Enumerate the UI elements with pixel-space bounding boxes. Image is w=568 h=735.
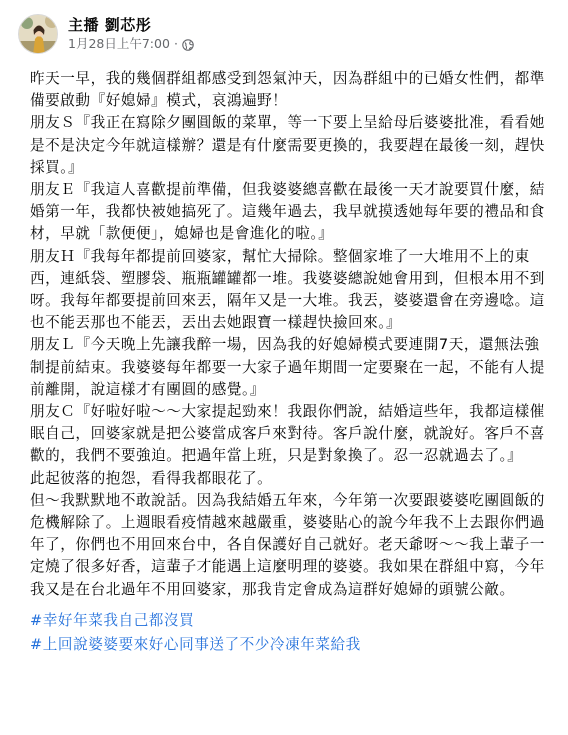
author-name[interactable]: 主播 劉芯彤 [68, 16, 152, 34]
meta-separator: · [173, 36, 178, 51]
post-paragraph: 朋友Ｌ『今天晚上先讓我醉一場，因為我的好媳婦模式要連開7天，還無法強制提前結束。我婆婆每年都要一大家子過年期間一定要聚在一起，不能有人提前離開，說這樣才有團圓的感覺。』 [30, 336, 545, 398]
post-paragraph: 朋友Ｈ『我每年都提前回婆家，幫忙大掃除。整個家堆了一大堆用不上的東西，連紙袋、塑膠袋、瓶瓶罐罐都一堆。我婆婆總說她會用到，但根本用不到呀。我每年都要提前回來丟，隔年又是一大堆。我丟，婆婆還會在旁邊唸。這也不能丟那也不能丟，丟出去她跟寶一樣趕快撿回來。』 [30, 247, 545, 332]
post-paragraph: 此起彼落的抱怨，看得我都眼花了。 [30, 469, 273, 487]
hashtag-link[interactable]: #上回說婆婆要來好心同事送了不少冷凍年菜給我 [30, 635, 361, 653]
post-header [14, 0, 554, 68]
post-paragraph: 朋友Ｃ『好啦好啦～～大家提起勁來！我跟你們說，結婚這些年，我都這樣催眠自己，回婆家就是把公婆當成客戶來對待。客戶說什麼，就說好。客戶不喜歡的，我們不要強迫。把過年當上班，只是對象換了。忍一忍就過去了。』 [30, 403, 545, 465]
post-meta [68, 35, 194, 53]
post-text [14, 68, 554, 601]
post-paragraph: 朋友Ｅ『我這人喜歡提前準備，但我婆婆總喜歡在最後一天才說要買什麼，結婚第一年，我都快被她搞死了。這幾年過去，我早就摸透她每年要的禮品和食材，早就「款便便」，媳婦也是會進化的啦。』 [30, 181, 545, 243]
avatar-image-icon [19, 15, 58, 54]
post-timestamp[interactable]: 1月28日上午7:00 [68, 36, 170, 51]
post-paragraph: 朋友Ｓ『我正在寫除夕團圓飯的菜單，等一下要上呈給母后婆婆批准，看看她是不是決定今年就這樣辦？還是有什麼需要更換的，我要趕在最後一刻，趕快採買。』 [30, 114, 545, 176]
profile-avatar[interactable] [18, 14, 58, 54]
post-paragraph: 但～我默默地不敢說話。因為我結婚五年來，今年第一次要跟婆婆吃團圓飯的危機解除了。上週眼看疫情越來越嚴重，婆婆貼心的說今年我不上去跟你們過年了，你們也不用回來台中，各自保護好自己就好。老天爺呀～～我上輩子一定燒了很多好香，這輩子才能遇上這麼明理的婆婆。我如果在群組中寫，今年我又是在台北過年不用回婆家，那我肯定會成為這群好媳婦的頭號公敵。 [30, 491, 545, 598]
author-block [68, 15, 194, 53]
hashtag-list [14, 609, 554, 657]
globe-icon[interactable] [182, 38, 194, 50]
post-paragraph: 昨天一早，我的幾個群組都感受到怨氣沖天，因為群組中的已婚女性們，都準備要啟動『好媳婦』模式，哀鴻遍野！ [30, 70, 545, 110]
hashtag-link[interactable]: #幸好年菜我自己都沒買 [30, 611, 195, 629]
